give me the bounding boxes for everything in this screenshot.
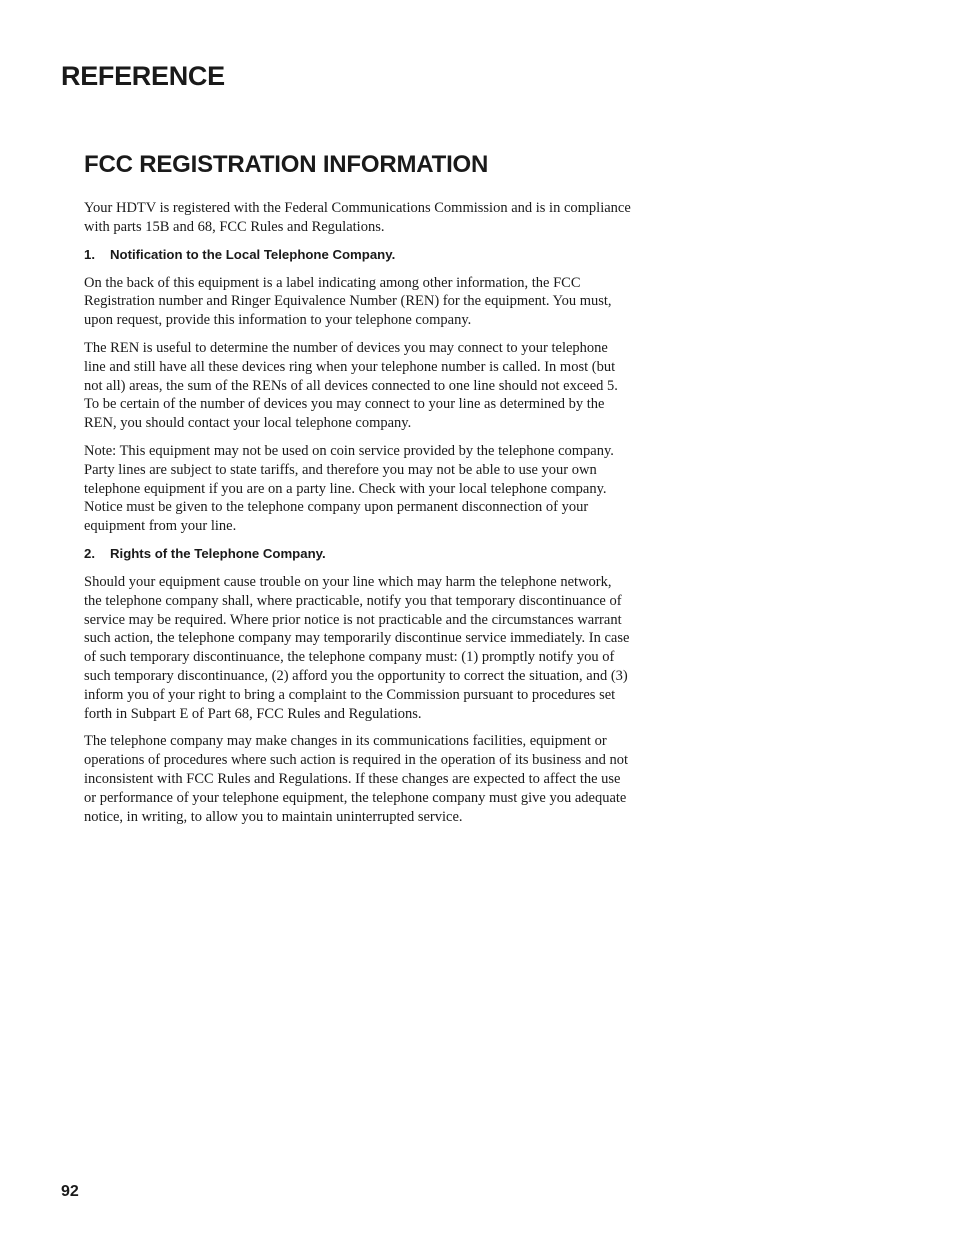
section-2-heading	[84, 545, 632, 563]
section-2-title: Rights of the Telephone Company.	[110, 545, 326, 561]
section-1-paragraph-2: The REN is useful to determine the number of devices you may connect to your telephone line and still have all these devices ring when your telephone number is called. In most (but not all) areas, the sum of the RENs of all devices connected to one line should not exceed 5. To be certain of the number of devices you may connect to your line as determined by the REN, you should contact your local telephone company.	[84, 339, 618, 432]
intro-paragraph: Your HDTV is registered with the Federal Communications Commission and is in compliance with parts 15B and 68, FCC Rules and Regulations.	[84, 200, 631, 235]
page-title: FCC REGISTRATION INFORMATION	[84, 151, 489, 178]
page-content	[84, 149, 632, 835]
section-header: REFERENCE	[61, 61, 225, 91]
section-1-heading	[84, 246, 632, 264]
section-1-paragraph-1: On the back of this equipment is a label indicating among other information, the FCC Registration number and Ringer Equivalence Number (REN) for the equipment. You must, upon request, provide this information to your telephone company.	[84, 274, 612, 329]
section-2-number: 2.	[84, 545, 95, 561]
section-2-paragraph-1: Should your equipment cause trouble on your line which may harm the telephone network, the telephone company shall, where practicable, notify you that temporary discontinuance of service may be required. Where prior notice is not practicable and the circumstances warrant such action, the telephone company may temporarily discontinue service immediately. In case of such temporary discontinuance, the telephone company must: (1) promptly notify you of such temporary discontinuance, (2) afford you the opportunity to correct the situation, and (3) inform you of your right to bring a complaint to the Commission pursuant to procedures set forth in Subpart E of Part 68, FCC Rules and Regulations.	[84, 573, 630, 722]
page-number: 92	[61, 1183, 79, 1200]
section-1-paragraph-3: Note: This equipment may not be used on coin service provided by the telephone company. Party lines are subject to state tariffs, and therefore you may not be able to use your own telephone equipment if you are on a party line. Check with your local telephone company. Notice must be given to the telephone company upon permanent disconnection of your equipment from your line.	[84, 442, 614, 535]
section-2-paragraph-2: The telephone company may make changes in its communications facilities, equipment or operations of procedures where such action is required in the operation of its business and not inconsistent with FCC Rules and Regulations. If these changes are expected to affect the use or performance of your telephone equipment, the telephone company must give you adequate notice, in writing, to allow you to maintain uninterrupted service.	[84, 733, 629, 825]
section-1-title: Notification to the Local Telephone Company.	[110, 246, 396, 262]
section-1-number: 1.	[84, 246, 95, 262]
